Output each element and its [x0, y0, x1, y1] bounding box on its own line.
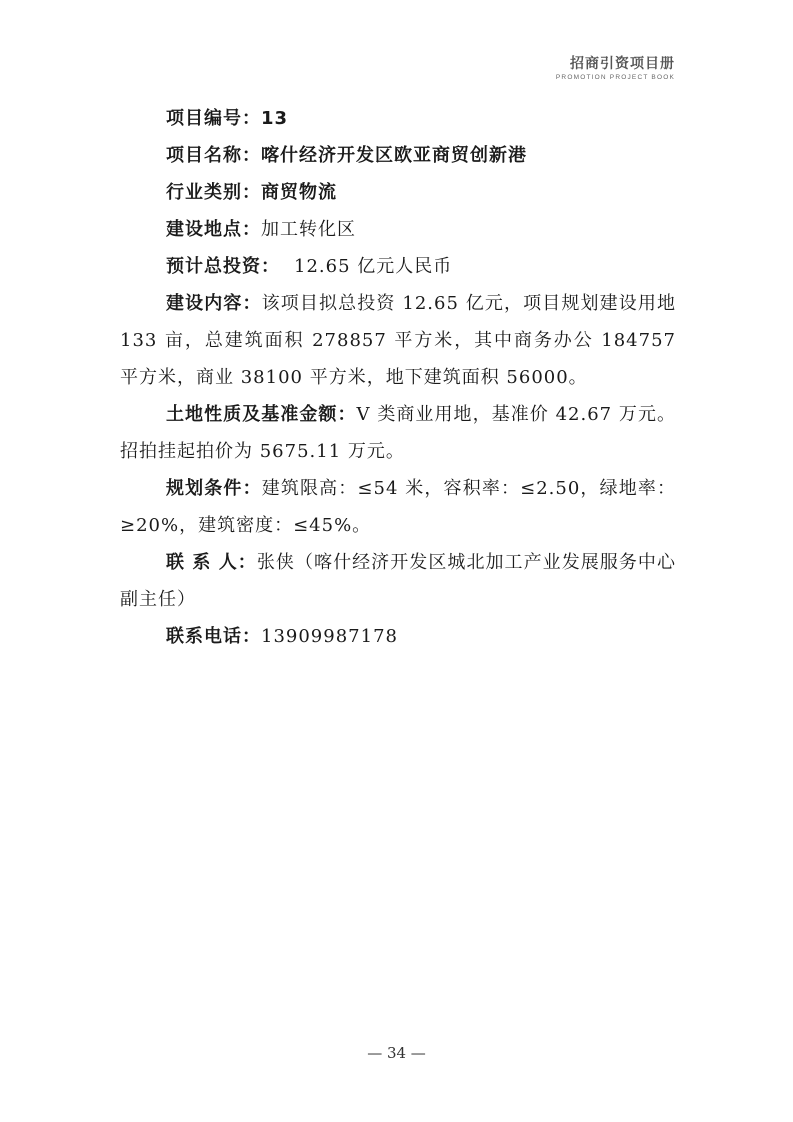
industry-value: 商贸物流 — [261, 182, 337, 203]
project-name-row — [120, 137, 676, 174]
investment-value: 12.65 亿元人民币 — [294, 256, 453, 277]
phone-row — [120, 618, 676, 655]
land-value: V 类商业用地，基准价 42.67 万元。招拍挂起拍价为 5675.11 万元。 — [120, 404, 676, 462]
page-number: — 34 — — [367, 1044, 426, 1062]
contact-row — [120, 544, 676, 618]
project-name-label: 项目名称： — [166, 145, 261, 166]
construction-content-value: 该项目拟总投资 12.65 亿元，项目规划建设用地 133 亩，总建筑面积 278857 平方米，其中商务办公 184757 平方米，商业 38100 平方米，地下建筑面积 56000。 — [120, 293, 676, 388]
planning-value: 建筑限高：≤54 米，容积率：≤2.50，绿地率：≥20%，建筑密度：≤45%。 — [120, 478, 676, 536]
page-header — [475, 56, 675, 82]
project-number-label: 项目编号： — [166, 108, 261, 129]
investment-row — [120, 248, 676, 285]
land-row — [120, 396, 676, 470]
industry-label: 行业类别： — [166, 182, 261, 203]
location-value: 加工转化区 — [261, 219, 356, 240]
contact-label: 联 系 人： — [166, 552, 257, 573]
planning-label: 规划条件： — [166, 478, 262, 499]
phone-value: 13909987178 — [261, 626, 398, 647]
location-row — [120, 211, 676, 248]
phone-label: 联系电话： — [166, 626, 261, 647]
header-title-en: PROMOTION PROJECT BOOK — [555, 74, 675, 81]
location-label: 建设地点： — [166, 219, 261, 240]
project-number-value: 13 — [261, 108, 289, 129]
project-details — [120, 100, 676, 655]
contact-value: 张侠（喀什经济开发区城北加工产业发展服务中心副主任） — [120, 552, 676, 610]
construction-content-label: 建设内容： — [166, 293, 262, 314]
planning-row — [120, 470, 676, 544]
header-title-cn: 招商引资项目册 — [570, 56, 675, 72]
land-label: 土地性质及基准金额： — [166, 404, 357, 425]
industry-row — [120, 174, 676, 211]
project-name-value: 喀什经济开发区欧亚商贸创新港 — [261, 145, 527, 166]
investment-label: 预计总投资： — [166, 256, 280, 277]
project-number-row — [120, 100, 676, 137]
construction-content-row — [120, 285, 676, 396]
